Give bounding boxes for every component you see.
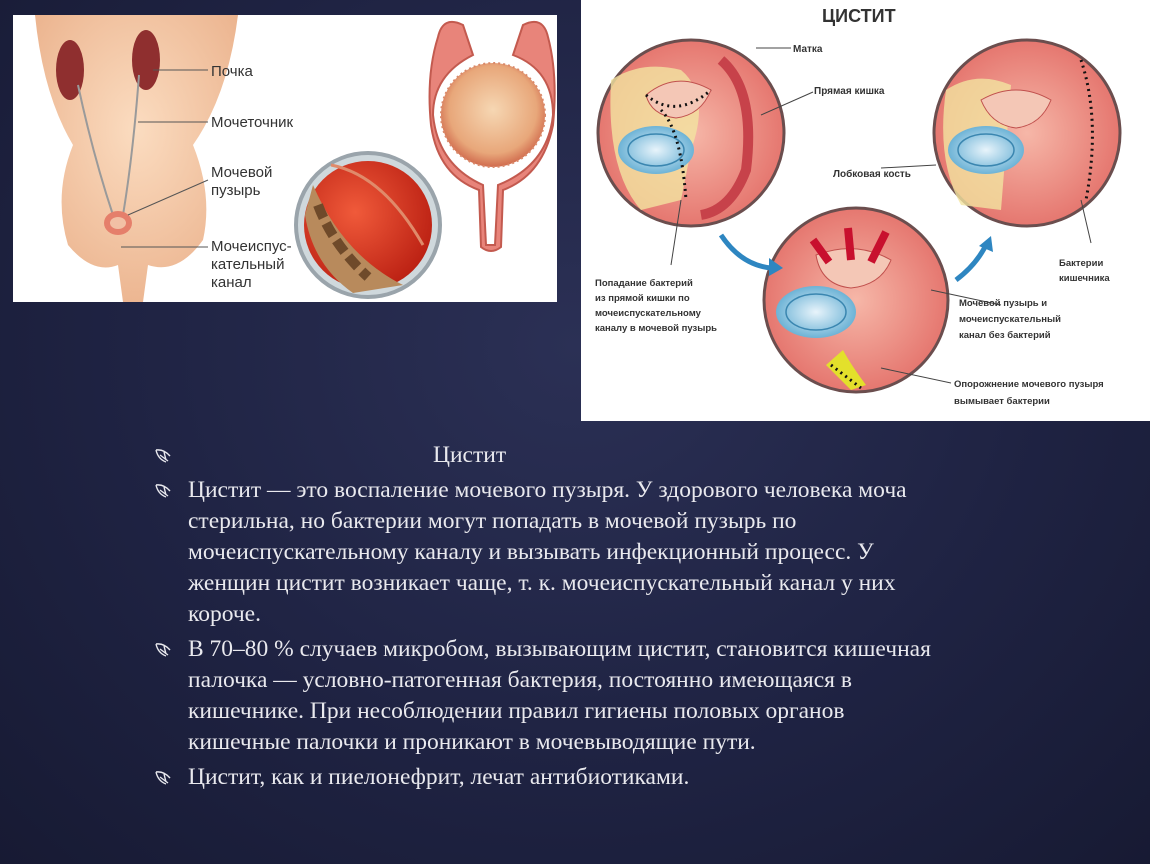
label-emptying-2: вымывает бактерии [954, 396, 1050, 407]
slide-text [150, 440, 950, 797]
label-ureter: Мочеточник [211, 114, 294, 131]
magnified-bladder-wall [296, 153, 440, 297]
circle-emptying [764, 208, 948, 392]
bladder-cross-section [430, 22, 555, 251]
paragraph-text: Цистит, как и пиелонефрит, лечат антибиотиками. [188, 764, 690, 790]
label-bacteria-entry-1: Попадание бактерий [595, 278, 693, 289]
leaf-bullet-icon [154, 482, 174, 500]
label-bacteria-entry-2: из прямой кишки по [595, 293, 690, 304]
kidney-right [132, 30, 160, 90]
cystitis-drawing [581, 0, 1150, 421]
cystitis-diagram [581, 0, 1150, 421]
label-clean-2: мочеиспускательный [959, 314, 1061, 325]
label-emptying-1: Опорожнение мочевого пузыря [954, 379, 1104, 390]
label-bladder-2: пузырь [211, 182, 261, 199]
label-intestinal-bacteria-2: кишечника [1059, 273, 1110, 284]
label-intestinal-bacteria-1: Бактерии [1059, 258, 1104, 269]
circle-infection [598, 40, 784, 226]
label-clean-1: Мочевой пузырь и [959, 298, 1048, 309]
label-clean-3: канал без бактерий [959, 330, 1051, 341]
diagram-title: ЦИСТИТ [822, 6, 896, 26]
label-bacteria-entry-3: мочеиспускательному [595, 308, 701, 319]
slide-title-item [150, 440, 950, 471]
leaf-bullet-icon [154, 641, 174, 659]
paragraph-treatment [150, 762, 950, 793]
label-uterus: Матка [793, 44, 823, 55]
leaf-bullet-icon [154, 769, 174, 787]
label-bacteria-entry-4: каналу в мочевой пузырь [595, 323, 718, 334]
leaf-bullet-icon [154, 447, 174, 465]
label-urethra-3: канал [211, 274, 252, 291]
urinary-system-illustration [13, 15, 557, 302]
label-urethra-2: кательный [211, 256, 285, 273]
paragraph-ecoli [150, 634, 950, 758]
label-urethra-1: Мочеиспус- [211, 238, 292, 255]
label-rectum: Прямая кишка [814, 86, 885, 97]
paragraph-definition [150, 475, 950, 630]
label-pubic-bone: Лобковая кость [833, 169, 911, 180]
paragraph-text: Цистит — это воспаление мочевого пузыря. У здорового человека моча стерильна, но бактерии могут попадать в мочевой пузырь по мочеиспускательному каналу и вызывать инфекционный процесс. У женщин цистит возникает чаще, т. к. мочеиспускательный канал у них короче. [188, 477, 907, 627]
label-bladder-1: Мочевой [211, 164, 273, 181]
label-kidney: Почка [211, 63, 253, 80]
urinary-system-drawing [13, 15, 557, 302]
slide-title: Цистит [433, 442, 507, 468]
circle-clean [934, 40, 1120, 226]
paragraph-text: В 70–80 % случаев микробом, вызывающим цистит, становится кишечная палочка — условно-патогенная бактерия, постоянно имеющаяся в кишечнике. При несоблюдении правил гигиены половых органов кишечные палочки и проникают в мочевыводящие пути. [188, 636, 931, 755]
